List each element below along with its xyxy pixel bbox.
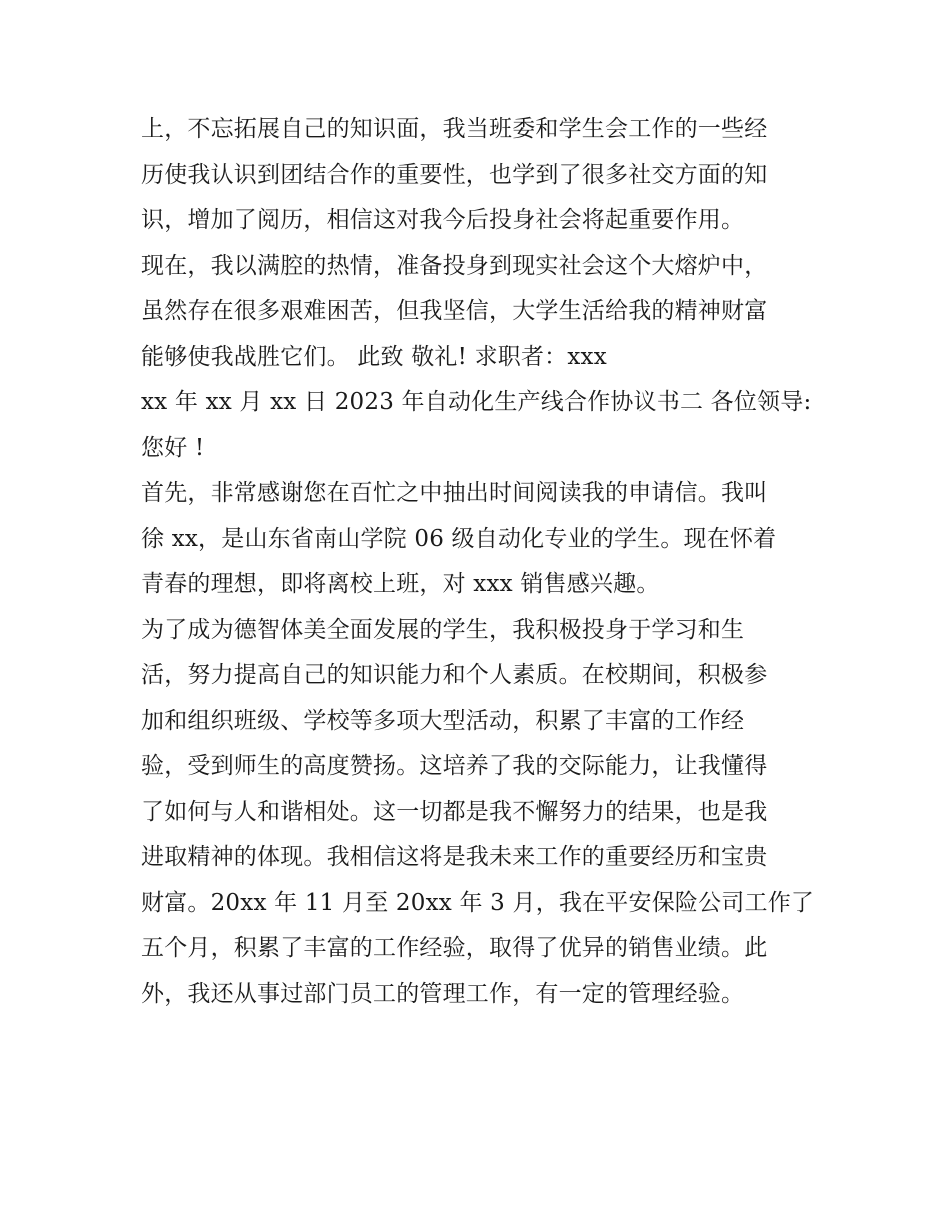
text-line: 徐 xx，是山东省南山学院 06 级自动化专业的学生。现在怀着 [141,525,777,552]
text-line: 能够使我战胜它们。 此致 敬礼! 求职者：xxx [141,343,607,370]
text-line: 识，增加了阅历，相信这对我今后投身社会将起重要作用。 [141,207,745,233]
text-line: 活，努力提高自己的知识能力和个人素质。在校期间，积极参 [141,662,768,688]
text-line: 加和组织班级、学校等多项大型活动，积累了丰富的工作经 [141,707,745,734]
text-line: 您好 ! [141,434,205,461]
text-line: 验，受到师生的高度赞扬。这培养了我的交际能力，让我懂得 [141,753,768,779]
text-line: 为了成为德智体美全面发展的学生，我积极投身于学习和生 [141,616,745,643]
body-text [141,107,821,1017]
text-line: 现在，我以满腔的热情，准备投身到现实社会这个大熔炉中， [141,252,768,279]
text-line: 了如何与人和谐相处。这一切都是我不懈努力的结果，也是我 [141,798,768,825]
text-line: 财富。20xx 年 11 月至 20xx 年 3 月，我在平安保险公司工作了 [141,889,815,916]
text-line: 历使我认识到团结合作的重要性，也学到了很多社交方面的知 [141,161,768,188]
text-line: 外，我还从事过部门员工的管理工作，有一定的管理经验。 [141,980,745,1007]
text-line: 上，不忘拓展自己的知识面，我当班委和学生会工作的一些经 [141,116,768,142]
text-line: 青春的理想，即将离校上班，对 xxx 销售感兴趣。 [141,571,660,597]
text-line: 五个月，积累了丰富的工作经验，取得了优异的销售业绩。此 [141,935,768,961]
text-line: 进取精神的体现。我相信这将是我未来工作的重要经历和宝贵 [141,844,768,870]
text-line: 虽然存在很多艰难困苦，但我坚信，大学生活给我的精神财富 [141,298,768,324]
text-line: 首先，非常感谢您在百忙之中抽出时间阅读我的申请信。我叫 [141,480,768,506]
text-line: xx 年 xx 月 xx 日 2023 年自动化生产线合作协议书二 各位领导: [141,389,812,415]
